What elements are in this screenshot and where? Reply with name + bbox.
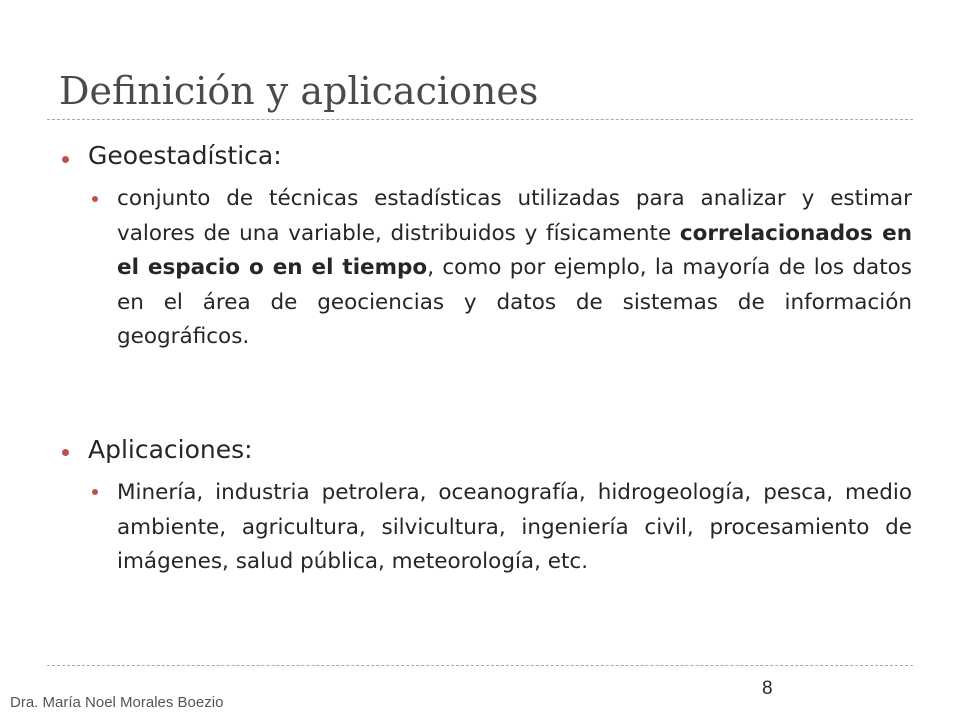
bullet-dot <box>92 489 98 495</box>
title-divider <box>47 119 913 120</box>
section-body-geoestadistica <box>117 182 912 355</box>
slide-title: Definición y aplicaciones <box>59 69 539 113</box>
bullet-dot <box>92 196 98 202</box>
section-body-aplicaciones: Minería, industria petrolera, oceanografía, hidrogeología, pesca, medio ambiente, agricultura, silvicultura, ingeniería civil, procesamiento de imágenes, salud pública, meteorología, etc. <box>117 480 912 575</box>
section-heading-geoestadistica: Geoestadística: <box>88 141 282 170</box>
body-text-part: , como por ejemplo, la mayoría de los datos en el área de geociencias y datos de sistemas de información geográficos. <box>117 255 912 350</box>
page-number: 8 <box>762 678 773 699</box>
bullet-dot <box>62 449 69 456</box>
body-text-bold: correlacionados en el espacio o en el tiempo <box>117 220 912 281</box>
footer-author: Dra. María Noel Morales Boezio <box>10 694 224 711</box>
section-heading-aplicaciones: Aplicaciones: <box>88 435 253 464</box>
footer-divider <box>47 665 913 666</box>
bullet-dot <box>62 156 69 163</box>
body-text-part: conjunto de técnicas estadísticas utilizadas para analizar y estimar valores de una variable, distribuidos y físicamente <box>117 186 912 246</box>
